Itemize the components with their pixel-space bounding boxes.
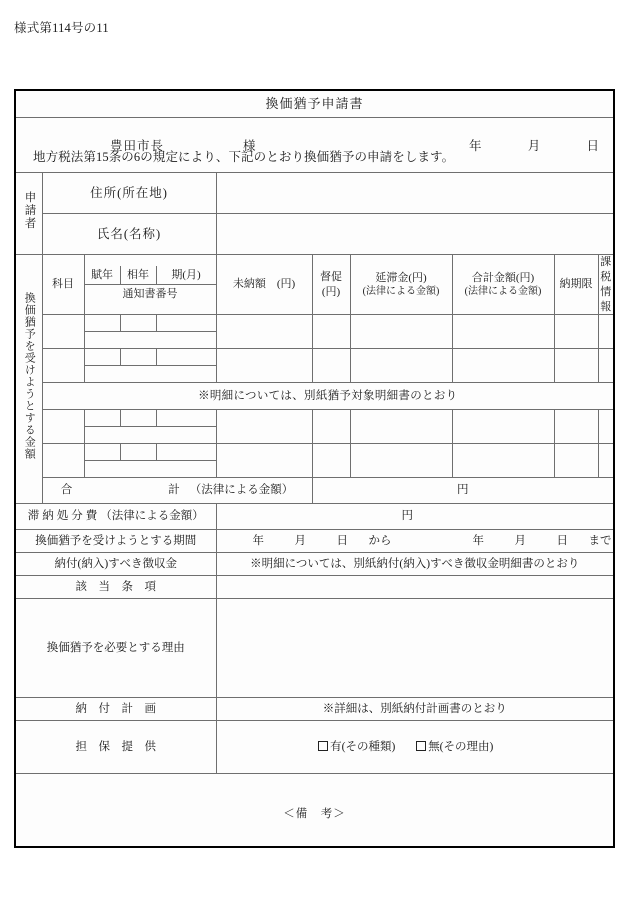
provision-row <box>16 576 613 599</box>
header-unpaid-amount: 未納額 (円) <box>216 255 312 315</box>
disposal-cost-label-main: 滞納処分費 <box>27 510 101 523</box>
header-total-amount-sub: (法律による金額) <box>464 286 542 298</box>
cell-unpaid-amount[interactable] <box>216 349 312 383</box>
remarks-row <box>16 774 613 855</box>
cell-demand[interactable] <box>312 315 350 349</box>
total-label <box>42 478 312 504</box>
cell-delinquency[interactable] <box>350 315 452 349</box>
period-fields <box>217 534 614 550</box>
cell-unpaid-amount[interactable] <box>216 315 312 349</box>
table-row <box>16 315 613 349</box>
form-number-label: 様式第114号の11 <box>14 21 109 35</box>
salutation-block <box>16 118 613 173</box>
header-delinquency <box>350 255 452 315</box>
checkbox-icon[interactable] <box>318 741 328 751</box>
period-to-label: まで <box>588 534 612 547</box>
cell-notice-group <box>84 444 216 478</box>
date-month-label: 月 <box>527 139 541 153</box>
cell-subject[interactable] <box>42 444 84 478</box>
disposal-cost-label-paren: （法律による金額） <box>100 510 204 523</box>
collateral-option-yes-label: 有(その種類) <box>330 740 396 753</box>
notice-sub-table <box>85 349 216 382</box>
header-total-amount <box>452 255 554 315</box>
cell-period-month[interactable] <box>156 410 216 427</box>
cell-notice-group <box>84 410 216 444</box>
header-demand <box>312 255 350 315</box>
cell-demand[interactable] <box>312 410 350 444</box>
application-form-table <box>16 91 613 854</box>
period-from-label: から <box>368 534 392 547</box>
collateral-label: 担 保 提 供 <box>16 721 216 774</box>
header-delinquency-main: 延滞金(円) <box>375 272 427 285</box>
collateral-options <box>216 721 613 774</box>
reason-row <box>16 599 613 698</box>
cell-demand[interactable] <box>312 444 350 478</box>
detail-note: ※明細については、別紙猶予対象明細書のとおり <box>42 383 613 410</box>
total-label-paren: （法律による金額） <box>189 484 294 497</box>
title-row <box>16 91 613 118</box>
name-input[interactable] <box>216 214 613 255</box>
cell-subject[interactable] <box>42 349 84 383</box>
honorific-label: 様 <box>243 139 256 153</box>
collateral-option-no-label: 無(その理由) <box>428 740 494 753</box>
collateral-option-yes[interactable] <box>318 741 395 753</box>
cell-total-amount[interactable] <box>452 410 554 444</box>
date-year-label: 年 <box>469 139 482 153</box>
total-row <box>16 478 613 504</box>
cell-tax-info[interactable] <box>598 315 613 349</box>
cell-tax-info[interactable] <box>598 349 613 383</box>
cell-delinquency[interactable] <box>350 410 452 444</box>
applicant-address-row <box>16 173 613 214</box>
header-phase-year: 相年 <box>120 266 156 285</box>
cell-total-amount[interactable] <box>452 444 554 478</box>
cell-notice-number[interactable] <box>85 366 216 383</box>
cell-period-month[interactable] <box>156 444 216 461</box>
address-input[interactable] <box>216 173 613 214</box>
reason-input[interactable] <box>216 599 613 698</box>
period-month-to: 月 <box>514 534 526 547</box>
cell-subject[interactable] <box>42 315 84 349</box>
cell-tax-info[interactable] <box>598 444 613 478</box>
notice-sub-table <box>85 410 216 443</box>
applicant-name-row <box>16 214 613 255</box>
header-demand-main: 督促 <box>320 270 342 283</box>
cell-demand[interactable] <box>312 349 350 383</box>
period-day-from: 日 <box>336 534 348 547</box>
plan-note: ※詳細は、別紙納付計画書のとおり <box>216 698 613 721</box>
cell-due-date[interactable] <box>554 444 598 478</box>
cell-total-amount[interactable] <box>452 349 554 383</box>
header-notice-group <box>84 255 216 315</box>
cell-levy-year[interactable] <box>85 444 121 461</box>
cell-notice-number[interactable] <box>85 332 216 349</box>
intro-statement: 地方税法第15条の6の規定により、下記のとおり換価猶予の申請をします。 <box>33 150 455 164</box>
header-demand-unit: (円) <box>321 285 341 298</box>
cell-unpaid-amount[interactable] <box>216 444 312 478</box>
header-period-month: 期(月) <box>156 266 216 285</box>
cell-levy-year[interactable] <box>85 349 121 366</box>
period-year-from: 年 <box>252 534 264 547</box>
table-row <box>16 444 613 478</box>
collateral-row <box>16 721 613 774</box>
period-year-to: 年 <box>472 534 484 547</box>
cell-levy-year[interactable] <box>85 410 121 427</box>
applicant-section-label: 申請者 <box>16 173 42 255</box>
collateral-option-no[interactable] <box>416 741 493 753</box>
cell-due-date[interactable] <box>554 315 598 349</box>
plan-row <box>16 698 613 721</box>
date-day-label: 日 <box>586 139 599 153</box>
header-subject: 科目 <box>42 255 84 315</box>
cell-phase-year[interactable] <box>120 349 156 366</box>
cell-due-date[interactable] <box>554 349 598 383</box>
cell-notice-group <box>84 349 216 383</box>
payable-row <box>16 553 613 576</box>
cell-notice-group <box>84 315 216 349</box>
period-label: 換価猶予を受けようとする期間 <box>16 530 216 553</box>
header-delinquency-sub: (法律による金額) <box>362 286 440 298</box>
period-value[interactable] <box>216 530 613 553</box>
cell-delinquency[interactable] <box>350 349 452 383</box>
total-unit: 円 <box>457 484 469 497</box>
submission-date <box>469 138 599 155</box>
detail-note-row <box>16 383 613 410</box>
header-due-date: 納期限 <box>554 255 598 315</box>
period-day-to: 日 <box>556 534 568 547</box>
cell-delinquency[interactable] <box>350 444 452 478</box>
remarks-area[interactable] <box>16 774 613 855</box>
header-tax-info: 課税情報 <box>598 255 613 315</box>
cell-period-month[interactable] <box>156 315 216 332</box>
disposal-cost-value[interactable] <box>216 504 598 530</box>
checkbox-icon[interactable] <box>416 741 426 751</box>
disposal-cost-row <box>16 504 613 530</box>
name-label: 氏名(名称) <box>42 214 216 255</box>
cell-tax-info[interactable] <box>598 410 613 444</box>
period-month-from: 月 <box>294 534 306 547</box>
disposal-cost-label <box>16 504 216 530</box>
cell-phase-year[interactable] <box>120 444 156 461</box>
provision-label: 該 当 条 項 <box>16 576 216 599</box>
total-label-main: 合 計 <box>60 484 190 497</box>
payable-label: 納付(納入)すべき徴収金 <box>16 553 216 576</box>
application-form-frame <box>14 89 615 848</box>
notice-subheader-table <box>85 266 216 303</box>
cell-period-month[interactable] <box>156 349 216 366</box>
notice-sub-table <box>85 315 216 348</box>
reason-label: 換価猶予を必要とする理由 <box>16 599 216 698</box>
plan-label: 納 付 計 画 <box>16 698 216 721</box>
amount-section-vertical-label: 換価猶予を受けようとする金額 <box>16 255 42 504</box>
salutation-row <box>16 118 613 173</box>
cell-notice-number[interactable] <box>85 427 216 444</box>
cell-notice-number[interactable] <box>85 461 216 478</box>
addressee-label: 豊田市長 <box>110 139 165 153</box>
notice-sub-table <box>85 444 216 477</box>
address-label: 住所(所在地) <box>42 173 216 214</box>
form-title: 換価猶予申請書 <box>16 91 613 118</box>
table-row <box>16 410 613 444</box>
remarks-label: ＜備 考＞ <box>283 807 346 820</box>
cell-phase-year[interactable] <box>120 315 156 332</box>
cell-due-date[interactable] <box>554 410 598 444</box>
provision-input[interactable] <box>216 576 613 599</box>
payable-note: ※明細については、別紙納付(納入)すべき徴収金明細書のとおり <box>216 553 613 576</box>
cell-total-amount[interactable] <box>452 315 554 349</box>
cell-phase-year[interactable] <box>120 410 156 427</box>
table-row <box>16 349 613 383</box>
cell-unpaid-amount[interactable] <box>216 410 312 444</box>
header-notice-number: 通知書番号 <box>85 285 216 304</box>
header-total-amount-main: 合計金額(円) <box>471 272 535 285</box>
disposal-cost-unit: 円 <box>401 510 413 523</box>
detail-header-row <box>16 255 613 315</box>
cell-levy-year[interactable] <box>85 315 121 332</box>
header-levy-year: 賦年 <box>85 266 121 285</box>
period-row <box>16 530 613 553</box>
cell-subject[interactable] <box>42 410 84 444</box>
total-value[interactable] <box>312 478 613 504</box>
